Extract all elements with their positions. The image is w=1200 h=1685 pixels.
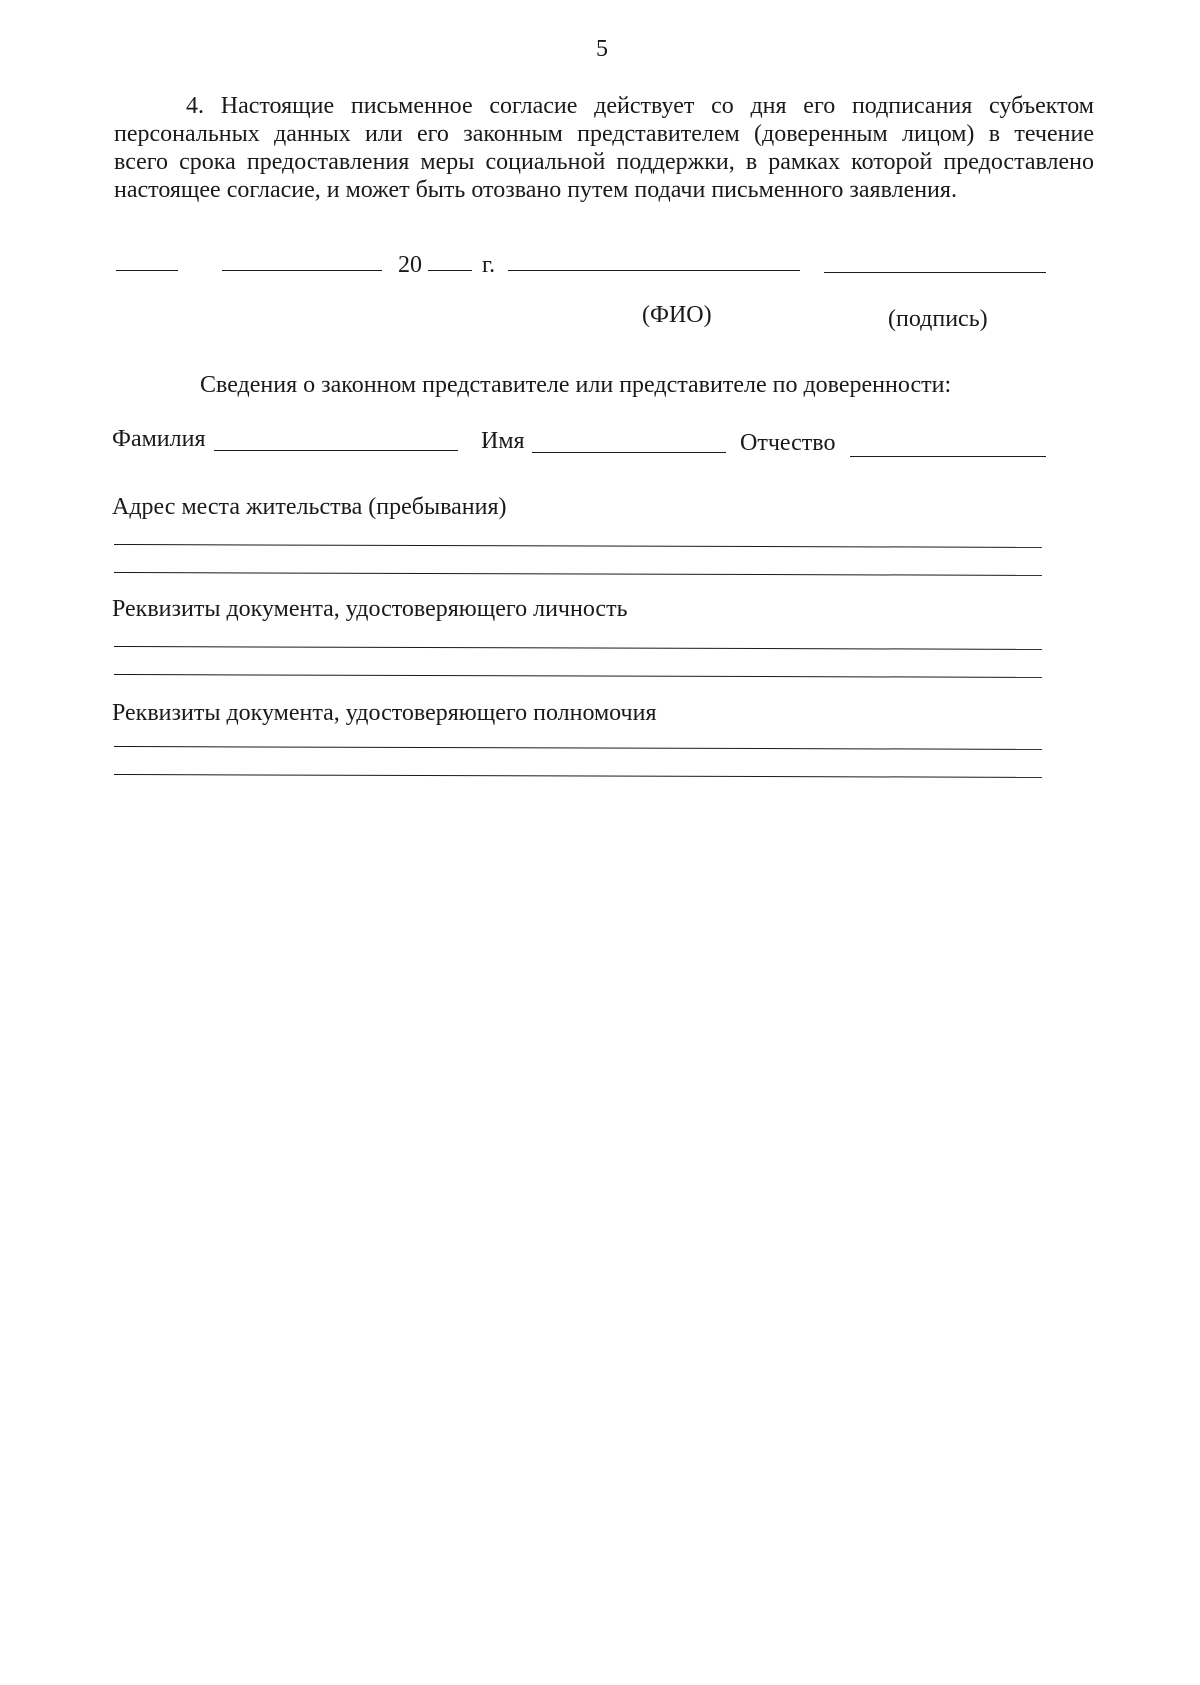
patronymic-field[interactable]: [850, 456, 1046, 457]
representative-heading: Сведения о законном представителе или представителе по доверенности:: [200, 372, 952, 398]
page-number: 5: [596, 36, 608, 62]
name-label: Имя: [481, 428, 525, 454]
identity-doc-line-2[interactable]: [114, 674, 1042, 678]
patronymic-label: Отчество: [740, 430, 836, 456]
paragraph-line: настоящее согласие, и может быть отозвано путем подачи письменного заявления.: [114, 177, 957, 203]
fio-caption: (ФИО): [642, 302, 712, 328]
consent-validity-paragraph: [114, 92, 1094, 204]
signature-field[interactable]: [824, 272, 1046, 273]
year-suffix: г.: [482, 252, 496, 278]
year-prefix: 20: [398, 252, 422, 278]
paragraph-line: всего срока предоставления меры социальной поддержки, в рамках которой предоставлено: [114, 149, 1094, 175]
identity-doc-label: Реквизиты документа, удостоверяющего личность: [112, 596, 628, 622]
name-field[interactable]: [532, 452, 726, 453]
day-field[interactable]: [116, 270, 178, 271]
surname-field[interactable]: [214, 450, 458, 451]
authority-doc-line-1[interactable]: [114, 746, 1042, 750]
address-line-1[interactable]: [114, 544, 1042, 548]
paragraph-line: 4. Настоящие письменное согласие действует со дня его подписания субъектом: [186, 93, 1094, 119]
signature-caption: (подпись): [888, 306, 988, 332]
surname-label: Фамилия: [112, 426, 206, 452]
month-field[interactable]: [222, 270, 382, 271]
authority-doc-line-2[interactable]: [114, 774, 1042, 778]
year-field[interactable]: [428, 270, 472, 271]
authority-doc-label: Реквизиты документа, удостоверяющего полномочия: [112, 700, 657, 726]
paragraph-line: персональных данных или его законным представителем (доверенным лицом) в течение: [114, 121, 1094, 147]
address-label: Адрес места жительства (пребывания): [112, 494, 507, 520]
identity-doc-line-1[interactable]: [114, 646, 1042, 650]
fio-field[interactable]: [508, 270, 800, 271]
address-line-2[interactable]: [114, 572, 1042, 576]
